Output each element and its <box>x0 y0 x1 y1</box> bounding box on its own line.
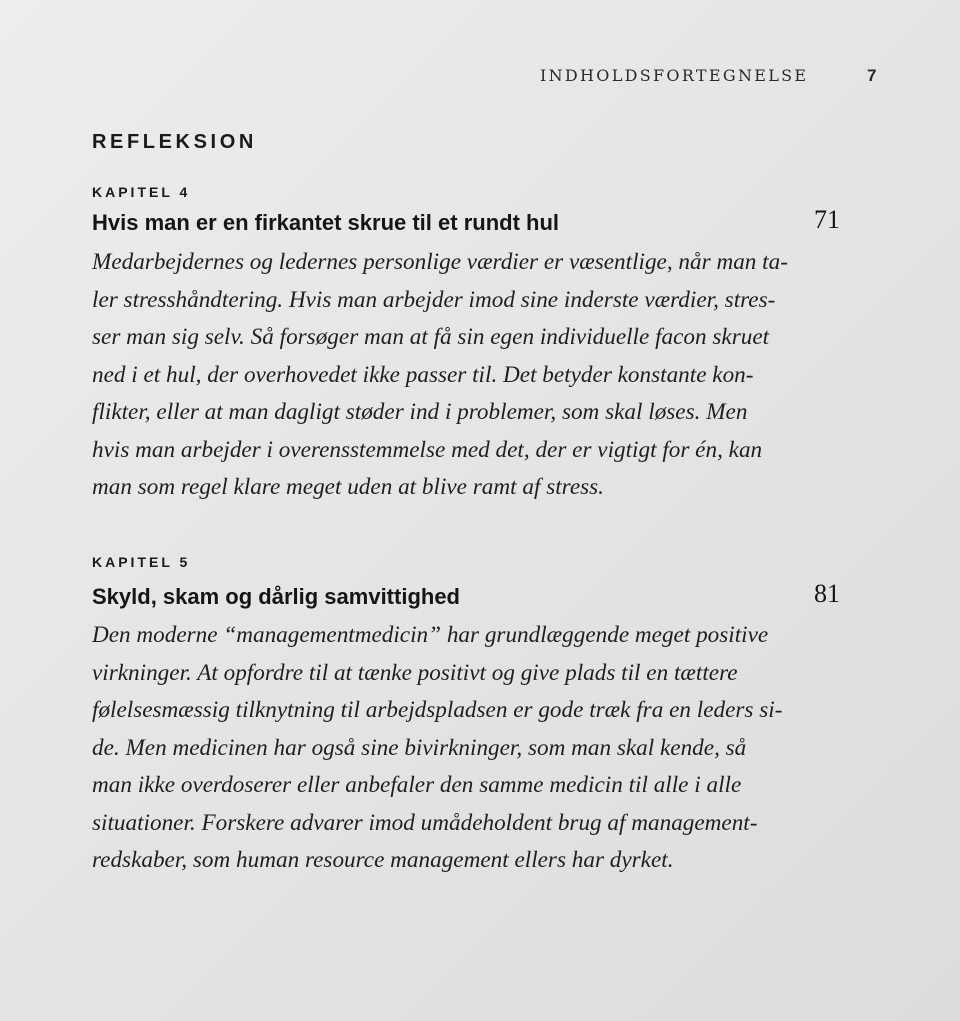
running-head <box>540 66 885 85</box>
chapter-title: Hvis man er en firkantet skrue til et rundt hul <box>92 210 559 235</box>
chapter-summary <box>92 244 842 507</box>
summary-line: ler stresshåndtering. Hvis man arbejder imod sine inderste værdier, stres- <box>92 286 776 313</box>
section-title: REFLEKSION <box>92 131 257 153</box>
summary-line: de. Men medicinen har også sine bivirkninger, som man skal kende, så <box>92 734 747 761</box>
summary-line: Den moderne “managementmedicin” har grundlæggende meget positive <box>92 622 769 648</box>
summary-line: ser man sig selv. Så forsøger man at få sin egen individuelle facon skruet <box>92 324 770 350</box>
chapter-page-number: 71 <box>814 205 840 234</box>
summary-line: flikter, eller at man dagligt støder ind i problemer, som skal løses. Men <box>92 399 748 425</box>
summary-line: situationer. Forskere advarer imod umådeholdent brug af management- <box>92 809 758 836</box>
summary-line: man ikke overdoserer eller anbefaler den samme medicin til alle i alle <box>92 772 742 798</box>
summary-line: Medarbejdernes og ledernes personlige værdier er væsentlige, når man ta- <box>92 249 788 275</box>
running-head-title: INDHOLDSFORTEGNELSE <box>540 66 809 85</box>
summary-line: hvis man arbejder i overensstemmelse med det, der er vigtigt for én, kan <box>92 436 763 463</box>
summary-line: redskaber, som human resource management ellers har dyrket. <box>92 847 674 873</box>
chapter-label: KAPITEL 4 <box>92 184 191 200</box>
page-number: 7 <box>867 66 877 85</box>
chapter-label: KAPITEL 5 <box>92 554 191 570</box>
summary-line: virkninger. At opfordre til at tænke positivt og give plads til en tættere <box>92 659 738 686</box>
summary-line: følelsesmæssig tilknytning til arbejdspladsen er gode træk fra en leders si- <box>92 697 783 723</box>
chapter-title: Skyld, skam og dårlig samvittighed <box>92 584 460 609</box>
summary-line: ned i et hul, der overhovedet ikke passer til. Det betyder konstante kon- <box>92 361 754 388</box>
chapter-page-number: 81 <box>814 579 840 608</box>
summary-line: man som regel klare meget uden at blive ramt af stress. <box>92 474 604 500</box>
chapter-summary <box>92 617 842 880</box>
show-through-text <box>690 130 697 148</box>
